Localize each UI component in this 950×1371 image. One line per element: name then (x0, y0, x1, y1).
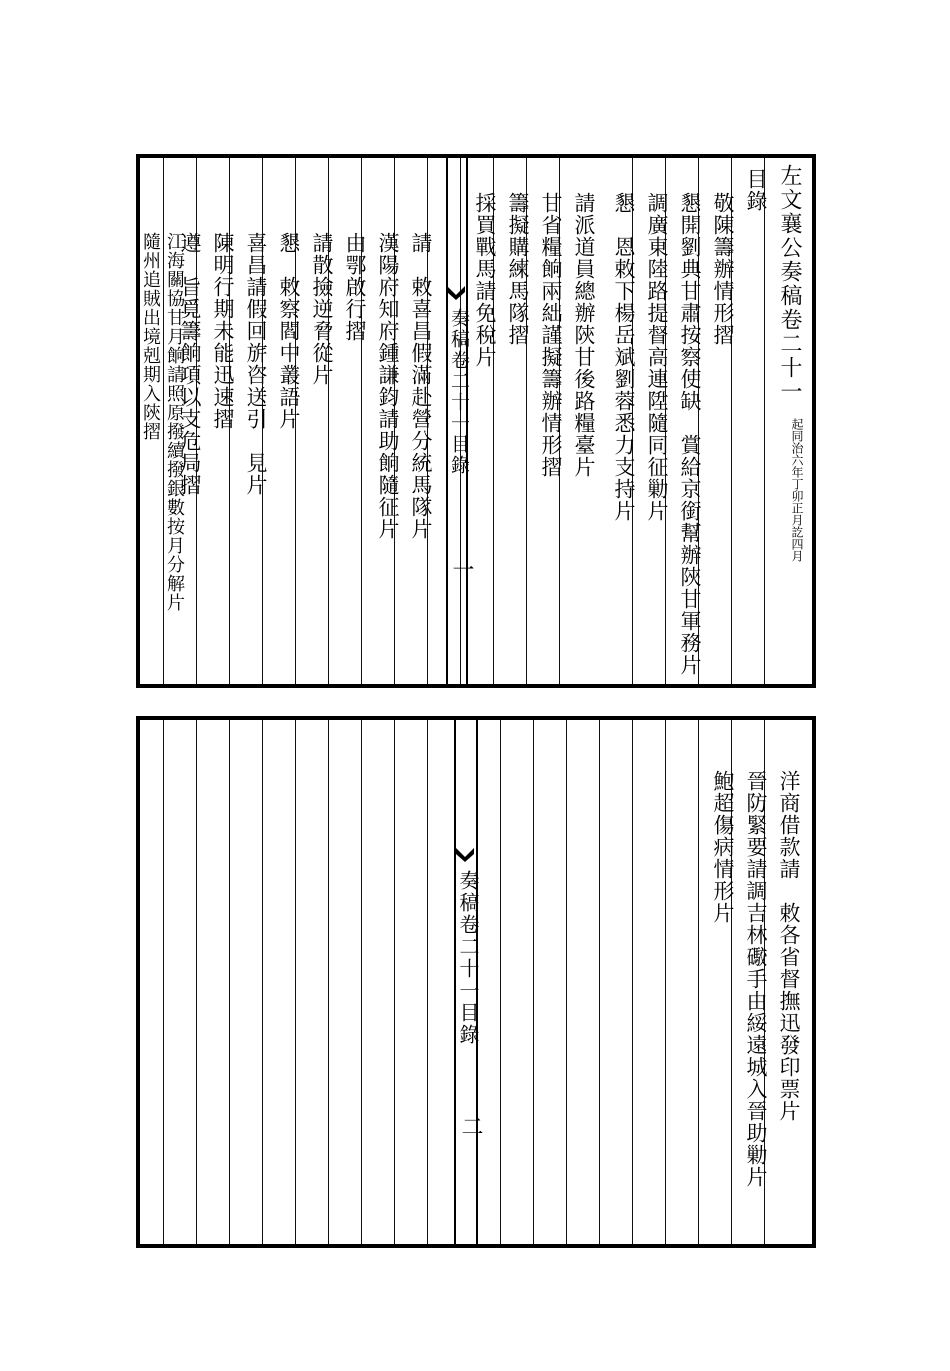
top-page (136, 154, 816, 688)
fold-center (446, 158, 474, 684)
fishtail-mark-icon (447, 286, 465, 304)
column-rule (361, 720, 362, 1244)
title-note: 起同治六年丁卯正月訖四月 (790, 418, 804, 562)
fold-caption: 奏稿卷二十一目錄 (448, 308, 470, 476)
toc-entry: 籌擬購練馬隊摺 (506, 192, 530, 346)
column-rule (566, 720, 567, 1244)
toc-entry: 懇 敕察閻中叢語片 (277, 232, 301, 430)
toc-entry: 喜昌請假回旂咨送引 見片 (244, 232, 268, 496)
column-rule (698, 720, 699, 1244)
fold-caption: 奏稿卷二十一目錄 (456, 870, 480, 1046)
column-rule (394, 720, 395, 1244)
toc-entry: 懇開劉典甘肅按察使缺 賞給京銜幫辦陝甘軍務片 (678, 192, 702, 676)
toc-entry: 遵 旨覓籌餉項以支危局摺 (178, 232, 202, 496)
toc-entry: 隨州追賊出境剋期入陝摺 (140, 232, 161, 441)
column-rule (764, 158, 765, 684)
column-rule (533, 720, 534, 1244)
column-rule (599, 720, 600, 1244)
toc-entry: 甘省糧餉兩絀謹擬籌辦情形摺 (539, 192, 563, 478)
toc-entry: 鮑超傷病情形片 (711, 770, 735, 924)
column-rule (295, 720, 296, 1244)
column-rule (665, 720, 666, 1244)
column-rule (427, 720, 428, 1244)
toc-entry: 晉防緊要請調吉林礮手由綏遠城入晉助勦片 (744, 770, 768, 1188)
toc-entry: 懇 恩敕下楊岳斌劉蓉悉力支持片 (612, 192, 636, 522)
column-rule (229, 720, 230, 1244)
toc-entry: 漢陽府知府鍾謙鈞請助餉隨征片 (376, 232, 400, 540)
bottom-page (136, 716, 816, 1248)
section-heading: 目錄 (744, 168, 768, 212)
toc-entry: 江海關協甘月餉請照原撥續撥銀數按月分解片 (164, 232, 185, 612)
column-rule (632, 720, 633, 1244)
fold-center (454, 720, 483, 1244)
toc-entry: 由鄂啟行摺 (343, 232, 367, 342)
column-rule (500, 720, 501, 1244)
toc-entry: 陳明行期未能迅速摺 (211, 232, 235, 430)
column-rule (262, 720, 263, 1244)
column-rule (163, 720, 164, 1244)
volume-title: 左文襄公奏稿卷二十一 (777, 164, 802, 404)
column-rule (196, 720, 197, 1244)
toc-entry: 請散撿逆脅從片 (310, 232, 334, 386)
column-rule (328, 720, 329, 1244)
page-number: 二 (458, 1115, 483, 1137)
page-number: 一 (449, 558, 474, 580)
toc-entry: 調廣東陸路提督高連陞隨同征勦片 (645, 192, 669, 522)
toc-entry: 請 敕喜昌假滿赴營分統馬隊片 (409, 232, 433, 540)
toc-entry: 請派道員總辦陝甘後路糧臺片 (572, 192, 596, 478)
toc-entry: 洋商借款請 敕各省督撫迅發印票片 (777, 770, 801, 1122)
toc-entry: 採買戰馬請免稅片 (473, 192, 497, 368)
toc-entry: 敬陳籌辦情形摺 (711, 192, 735, 346)
fishtail-mark-icon (456, 848, 474, 866)
